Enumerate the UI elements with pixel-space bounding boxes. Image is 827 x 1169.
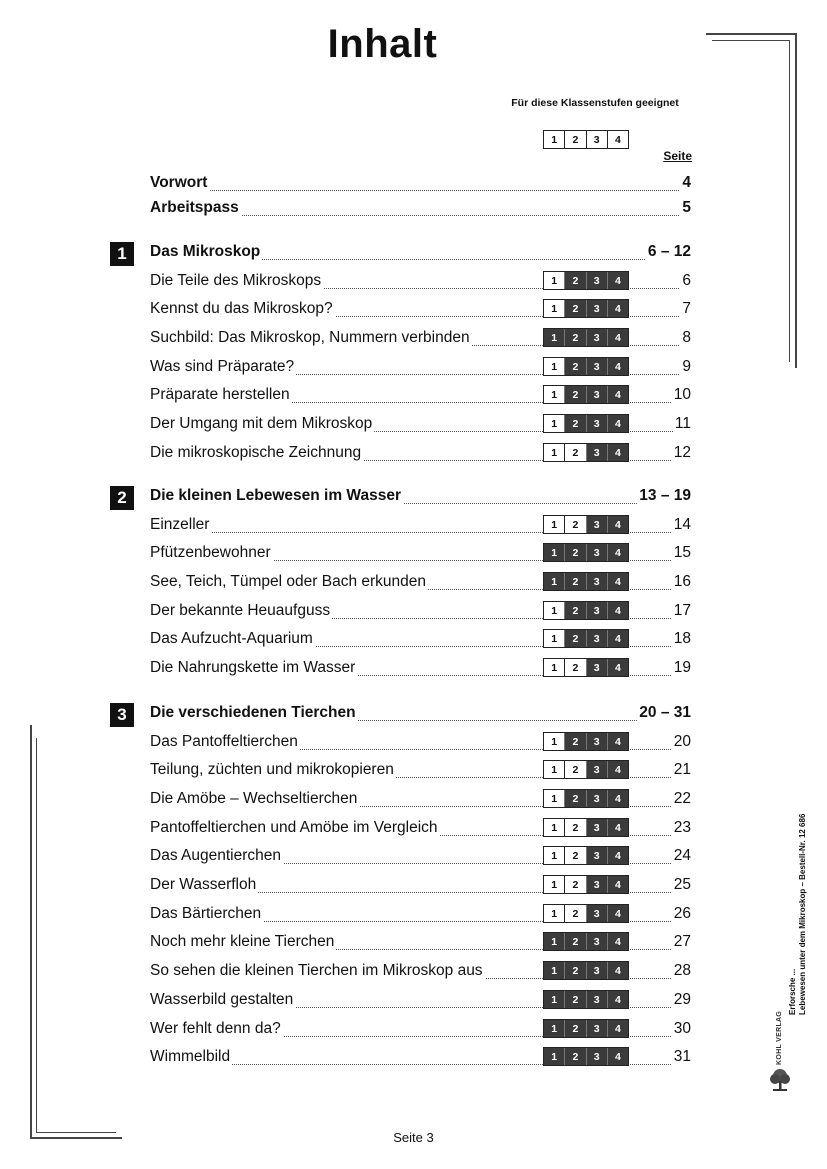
grade-cell-2: 2 [564, 933, 585, 950]
toc-entry [150, 1019, 691, 1041]
toc-entry [150, 443, 691, 465]
grade-cell-2: 2 [564, 905, 585, 922]
entry-title: So sehen die kleinen Tierchen im Mikroskop aus [150, 962, 483, 979]
entry-page: 24 [673, 847, 691, 864]
toc-entry [150, 932, 691, 954]
grade-cell-3: 3 [586, 444, 607, 461]
entry-title: See, Teich, Tümpel oder Bach erkunden [150, 573, 427, 590]
grade-levels-legend [543, 130, 629, 149]
grade-cell-4: 4 [607, 761, 628, 778]
grade-cell-2: 2 [564, 659, 585, 676]
grade-cell-1: 1 [544, 933, 564, 950]
grade-levels-box [543, 601, 629, 620]
entry-title: Suchbild: Das Mikroskop, Nummern verbinden [150, 329, 470, 346]
grade-levels-box [543, 130, 629, 149]
grade-levels-box [543, 328, 629, 347]
toc-entry [150, 601, 691, 623]
grade-cell-2: 2 [564, 386, 585, 403]
grade-cell-1: 1 [544, 790, 564, 807]
grade-levels-box [543, 1047, 629, 1066]
grade-cell-1: 1 [544, 991, 564, 1008]
toc-entry [150, 414, 691, 436]
frame-line-left-outer [30, 725, 32, 1139]
page-column-header: Seite [663, 149, 692, 163]
grade-cell-2: 2 [564, 444, 585, 461]
entry-title: Die verschiedenen Tierchen [150, 704, 356, 721]
entry-page: 26 [673, 905, 691, 922]
grade-cell-2: 2 [564, 847, 585, 864]
grade-levels-box [543, 760, 629, 779]
grade-cell-1: 1 [544, 905, 564, 922]
grade-cell-4: 4 [607, 847, 628, 864]
entry-title: Die Teile des Mikroskops [150, 272, 322, 289]
entry-page: 28 [673, 962, 691, 979]
grade-cell-4: 4 [607, 790, 628, 807]
grade-cell-3: 3 [586, 991, 607, 1008]
grade-cell-3: 3 [586, 819, 607, 836]
grade-levels-box [543, 357, 629, 376]
entry-page: 20 – 31 [639, 704, 691, 721]
grade-cell-1: 1 [544, 761, 564, 778]
entry-page: 10 [673, 386, 691, 403]
entry-title: Der Wasserfloh [150, 876, 257, 893]
toc-entry [150, 846, 691, 868]
entry-title: Pfützenbewohner [150, 544, 271, 561]
entry-title: Teilung, züchten und mikrokopieren [150, 761, 394, 778]
toc-entry [150, 658, 691, 680]
entry-page: 9 [682, 358, 691, 375]
grade-cell-4: 4 [607, 544, 628, 561]
frame-line-right-inner [789, 40, 790, 362]
grade-cell-3: 3 [586, 962, 607, 979]
grade-levels-box [543, 572, 629, 591]
side-order-info: Lebewesen unter dem Mikroskop – Bestell-Nr. 12 686 [798, 813, 807, 1015]
dot-leader [150, 190, 691, 191]
grade-levels-box [543, 543, 629, 562]
grade-cell-3: 3 [586, 386, 607, 403]
grade-cell-3: 3 [586, 131, 607, 148]
grade-cell-3: 3 [586, 847, 607, 864]
grade-levels-box [543, 443, 629, 462]
section-number-badge: 2 [110, 486, 134, 510]
grade-cell-4: 4 [607, 573, 628, 590]
grade-levels-caption: Für diese Klassenstufen geeignet [511, 97, 679, 109]
grade-cell-2: 2 [564, 1020, 585, 1037]
grade-cell-1: 1 [544, 329, 564, 346]
grade-cell-4: 4 [607, 876, 628, 893]
entry-page: 15 [673, 544, 691, 561]
grade-cell-1: 1 [544, 733, 564, 750]
entry-page: 8 [682, 329, 691, 346]
grade-cell-4: 4 [607, 131, 628, 148]
grade-cell-4: 4 [607, 386, 628, 403]
grade-cell-1: 1 [544, 386, 564, 403]
grade-cell-2: 2 [564, 573, 585, 590]
grade-cell-1: 1 [544, 847, 564, 864]
entry-title: Das Pantoffeltierchen [150, 733, 298, 750]
grade-cell-2: 2 [564, 630, 585, 647]
grade-cell-3: 3 [586, 733, 607, 750]
entry-page: 4 [682, 174, 691, 191]
entry-page: 16 [673, 573, 691, 590]
entry-page: 11 [674, 415, 691, 432]
entry-page: 19 [673, 659, 691, 676]
grade-cell-2: 2 [564, 790, 585, 807]
toc-entry [150, 990, 691, 1012]
grade-cell-3: 3 [586, 876, 607, 893]
entry-page: 29 [673, 991, 691, 1008]
entry-title: Der Umgang mit dem Mikroskop [150, 415, 373, 432]
grade-cell-3: 3 [586, 544, 607, 561]
grade-cell-3: 3 [586, 358, 607, 375]
grade-cell-1: 1 [544, 544, 564, 561]
grade-levels-box [543, 1019, 629, 1038]
tree-logo-icon [769, 1068, 791, 1092]
grade-cell-4: 4 [607, 516, 628, 533]
grade-cell-3: 3 [586, 630, 607, 647]
grade-levels-box [543, 818, 629, 837]
toc-entry [150, 572, 691, 594]
toc-entry [150, 1047, 691, 1069]
entry-title: Die kleinen Lebewesen im Wasser [150, 487, 401, 504]
grade-cell-4: 4 [607, 300, 628, 317]
grade-cell-1: 1 [544, 819, 564, 836]
grade-levels-box [543, 961, 629, 980]
entry-title: Wimmelbild [150, 1048, 231, 1065]
grade-cell-2: 2 [564, 544, 585, 561]
grade-cell-1: 1 [544, 444, 564, 461]
grade-cell-3: 3 [586, 905, 607, 922]
grade-cell-1: 1 [544, 573, 564, 590]
section-number-badge: 3 [110, 703, 134, 727]
grade-cell-4: 4 [607, 329, 628, 346]
section-number-badge: 1 [110, 242, 134, 266]
entry-title: Was sind Präparate? [150, 358, 295, 375]
entry-title: Kennst du das Mikroskop? [150, 300, 333, 317]
entry-page: 31 [673, 1048, 691, 1065]
grade-cell-1: 1 [544, 962, 564, 979]
grade-cell-3: 3 [586, 790, 607, 807]
grade-cell-1: 1 [544, 131, 564, 148]
grade-levels-box [543, 990, 629, 1009]
grade-levels-box [543, 299, 629, 318]
entry-title: Vorwort [150, 174, 208, 191]
grade-cell-3: 3 [586, 1020, 607, 1037]
entry-title: Noch mehr kleine Tierchen [150, 933, 335, 950]
grade-cell-2: 2 [564, 415, 585, 432]
section-heading [150, 486, 691, 508]
toc-entry [150, 357, 691, 379]
toc-entry [150, 875, 691, 897]
grade-cell-3: 3 [586, 1048, 607, 1065]
entry-page: 20 [673, 733, 691, 750]
entry-title: Die Nahrungskette im Wasser [150, 659, 356, 676]
grade-levels-box [543, 875, 629, 894]
entry-title: Das Mikroskop [150, 243, 261, 260]
entry-page: 27 [673, 933, 691, 950]
entry-page: 30 [673, 1020, 691, 1037]
grade-cell-4: 4 [607, 659, 628, 676]
entry-page: 13 – 19 [639, 487, 691, 504]
entry-page: 22 [673, 790, 691, 807]
grade-levels-box [543, 658, 629, 677]
grade-levels-box [543, 732, 629, 751]
grade-cell-2: 2 [564, 131, 585, 148]
frame-line-left-inner [36, 738, 37, 1133]
grade-cell-4: 4 [607, 819, 628, 836]
grade-cell-2: 2 [564, 761, 585, 778]
toc-entry [150, 328, 691, 350]
grade-cell-2: 2 [564, 991, 585, 1008]
toc-entry-intro [150, 198, 691, 220]
grade-cell-2: 2 [564, 1048, 585, 1065]
grade-levels-box [543, 515, 629, 534]
page-footer: Seite 3 [393, 1130, 434, 1145]
grade-cell-3: 3 [586, 415, 607, 432]
toc-entry [150, 543, 691, 565]
entry-title: Das Augentierchen [150, 847, 281, 864]
grade-cell-4: 4 [607, 905, 628, 922]
grade-levels-box [543, 385, 629, 404]
grade-cell-4: 4 [607, 415, 628, 432]
grade-cell-4: 4 [607, 962, 628, 979]
grade-cell-3: 3 [586, 300, 607, 317]
toc-entry [150, 515, 691, 537]
toc-entry [150, 385, 691, 407]
grade-cell-2: 2 [564, 516, 585, 533]
entry-title: Die Amöbe – Wechseltierchen [150, 790, 358, 807]
section-heading [150, 242, 691, 264]
toc-entry [150, 299, 691, 321]
entry-page: 7 [682, 300, 691, 317]
grade-cell-4: 4 [607, 991, 628, 1008]
grade-cell-1: 1 [544, 1020, 564, 1037]
entry-page: 5 [682, 199, 691, 216]
toc-entry [150, 789, 691, 811]
grade-cell-1: 1 [544, 630, 564, 647]
grade-cell-4: 4 [607, 602, 628, 619]
grade-cell-1: 1 [544, 659, 564, 676]
entry-title: Das Bärtierchen [150, 905, 262, 922]
entry-page: 14 [673, 516, 691, 533]
grade-cell-4: 4 [607, 933, 628, 950]
entry-title: Wasserbild gestalten [150, 991, 294, 1008]
side-publication-info [788, 814, 808, 1015]
grade-levels-box [543, 932, 629, 951]
toc-entry [150, 732, 691, 754]
toc-entry [150, 271, 691, 293]
entry-title: Pantoffeltierchen und Amöbe im Vergleich [150, 819, 438, 836]
grade-cell-4: 4 [607, 358, 628, 375]
entry-page: 6 [682, 272, 691, 289]
grade-cell-3: 3 [586, 516, 607, 533]
grade-cell-4: 4 [607, 1048, 628, 1065]
entry-page: 25 [673, 876, 691, 893]
toc-entry-intro [150, 173, 691, 195]
grade-cell-4: 4 [607, 733, 628, 750]
grade-cell-2: 2 [564, 602, 585, 619]
entry-title: Wer fehlt denn da? [150, 1020, 281, 1037]
entry-page: 17 [673, 602, 691, 619]
entry-page: 23 [673, 819, 691, 836]
entry-title: Die mikroskopische Zeichnung [150, 444, 362, 461]
grade-cell-3: 3 [586, 933, 607, 950]
grade-levels-box [543, 789, 629, 808]
entry-page: 21 [673, 761, 691, 778]
entry-title: Einzeller [150, 516, 210, 533]
grade-cell-3: 3 [586, 761, 607, 778]
toc-entry [150, 961, 691, 983]
entry-title: Der bekannte Heuaufguss [150, 602, 331, 619]
grade-cell-1: 1 [544, 415, 564, 432]
side-series-title: Erforsche ... [788, 968, 797, 1015]
grade-cell-4: 4 [607, 272, 628, 289]
grade-cell-2: 2 [564, 819, 585, 836]
entry-page: 12 [673, 444, 691, 461]
section-heading [150, 703, 691, 725]
toc-entry [150, 760, 691, 782]
grade-cell-3: 3 [586, 602, 607, 619]
grade-levels-box [543, 846, 629, 865]
grade-cell-1: 1 [544, 300, 564, 317]
grade-cell-4: 4 [607, 444, 628, 461]
grade-cell-2: 2 [564, 733, 585, 750]
grade-cell-1: 1 [544, 272, 564, 289]
grade-cell-2: 2 [564, 272, 585, 289]
page-title: Inhalt [327, 22, 438, 66]
entry-title: Arbeitspass [150, 199, 239, 216]
grade-cell-2: 2 [564, 300, 585, 317]
toc-entry [150, 818, 691, 840]
grade-cell-3: 3 [586, 573, 607, 590]
grade-levels-box [543, 414, 629, 433]
grade-cell-1: 1 [544, 358, 564, 375]
toc-entry [150, 904, 691, 926]
grade-levels-box [543, 271, 629, 290]
grade-cell-2: 2 [564, 358, 585, 375]
entry-title: Das Aufzucht-Aquarium [150, 630, 313, 647]
publisher-name: KOHL VERLAG [776, 1010, 783, 1065]
entry-page: 18 [673, 630, 691, 647]
grade-cell-1: 1 [544, 1048, 564, 1065]
grade-cell-1: 1 [544, 602, 564, 619]
entry-page: 6 – 12 [647, 243, 691, 260]
grade-cell-1: 1 [544, 876, 564, 893]
toc-entry [150, 629, 691, 651]
grade-cell-4: 4 [607, 1020, 628, 1037]
frame-line-right-outer [795, 33, 797, 368]
entry-title: Präparate herstellen [150, 386, 290, 403]
grade-levels-box [543, 629, 629, 648]
grade-levels-box [543, 904, 629, 923]
grade-cell-2: 2 [564, 962, 585, 979]
grade-cell-3: 3 [586, 272, 607, 289]
grade-cell-3: 3 [586, 329, 607, 346]
grade-cell-2: 2 [564, 329, 585, 346]
grade-cell-4: 4 [607, 630, 628, 647]
grade-cell-1: 1 [544, 516, 564, 533]
grade-cell-2: 2 [564, 876, 585, 893]
grade-cell-3: 3 [586, 659, 607, 676]
